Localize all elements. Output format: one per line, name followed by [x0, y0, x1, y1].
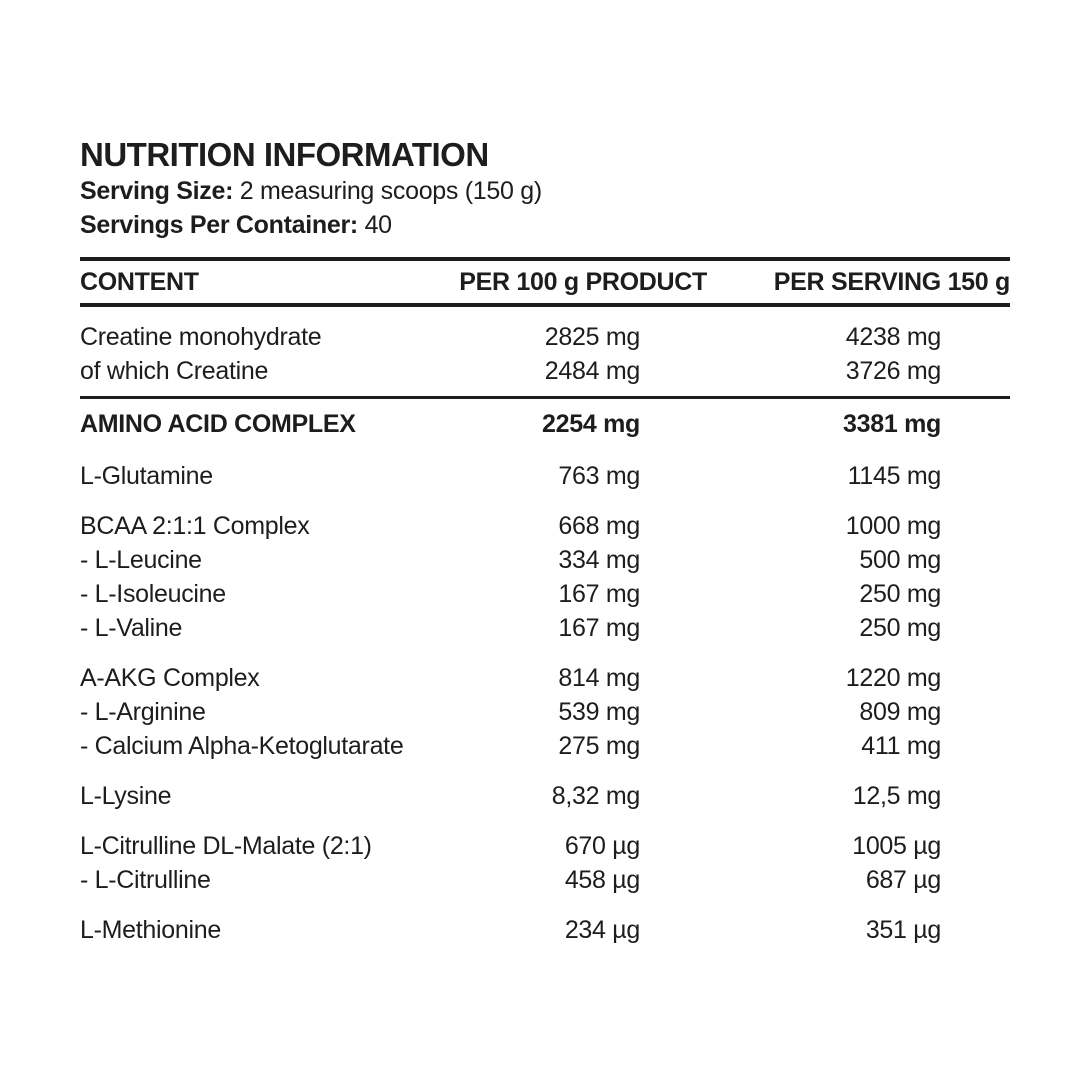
serving-size-label: Serving Size:: [80, 177, 234, 205]
table-header-row: [80, 261, 1010, 303]
row-per-serving-value: 809 mg: [859, 698, 941, 726]
table-row-group: [80, 661, 1010, 763]
row-per-100g-value: 234 µg: [564, 916, 640, 944]
row-per-100g-value: 275 mg: [558, 732, 640, 760]
table-row-group: [80, 307, 1010, 396]
row-per-100g-value: 8,32 mg: [551, 782, 640, 810]
table-row: [80, 407, 1010, 441]
column-header-per-100g: PER 100 g PRODUCT: [459, 267, 707, 296]
row-per-100g-value: 814 mg: [558, 664, 640, 692]
row-per-serving-value: 1220 mg: [845, 664, 941, 692]
row-per-serving-value: 1000 mg: [845, 512, 941, 540]
row-content-name: BCAA 2:1:1 Complex: [80, 512, 310, 540]
row-content-name: L-Citrulline DL-Malate (2:1): [80, 832, 372, 860]
table-row: [80, 729, 1010, 763]
column-header-content: CONTENT: [80, 267, 199, 296]
row-per-serving-value: 3726 mg: [845, 357, 941, 385]
row-content-name: - L-Citrulline: [80, 866, 211, 894]
row-per-100g-value: 2254 mg: [542, 410, 640, 438]
table-row: [80, 829, 1010, 863]
table-row: [80, 695, 1010, 729]
row-per-serving-value: 500 mg: [859, 546, 941, 574]
table-row-group: [80, 913, 1010, 947]
row-content-name: - Calcium Alpha-Ketoglutarate: [80, 732, 404, 760]
row-content-name: of which Creatine: [80, 357, 269, 385]
table-row: [80, 863, 1010, 897]
row-content-name: L-Methionine: [80, 916, 221, 944]
row-per-100g-value: 668 mg: [558, 512, 640, 540]
row-content-name: Creatine monohydrate: [80, 323, 322, 351]
row-per-100g-value: 2484 mg: [544, 357, 640, 385]
table-row: [80, 320, 1010, 354]
row-per-100g-value: 334 mg: [558, 546, 640, 574]
table-row: [80, 459, 1010, 493]
table-row-group: [80, 779, 1010, 813]
column-header-per-serving: PER SERVING 150 g: [773, 267, 1010, 296]
row-content-name: A-AKG Complex: [80, 664, 260, 692]
row-content-name: L-Glutamine: [80, 462, 213, 490]
table-row: [80, 779, 1010, 813]
row-per-serving-value: 1145 mg: [847, 462, 941, 490]
page-title: NUTRITION INFORMATION: [80, 136, 489, 173]
row-per-100g-value: 2825 mg: [544, 323, 640, 351]
serving-size-line: [80, 174, 1010, 208]
servings-per-container-value: 40: [364, 211, 392, 239]
servings-per-container-label: Servings Per Container:: [80, 211, 358, 239]
row-per-100g-value: 670 µg: [564, 832, 640, 860]
row-content-name: - L-Valine: [80, 614, 183, 642]
row-content-name: - L-Leucine: [80, 546, 202, 574]
table-row-group: [80, 509, 1010, 645]
row-per-100g-value: 763 mg: [558, 462, 640, 490]
table-row: [80, 661, 1010, 695]
row-per-serving-value: 250 mg: [859, 614, 941, 642]
row-content-name: - L-Arginine: [80, 698, 206, 726]
table-row: [80, 611, 1010, 645]
row-per-100g-value: 458 µg: [564, 866, 640, 894]
nutrition-table-body: [80, 307, 1010, 949]
row-content-name: AMINO ACID COMPLEX: [80, 410, 356, 438]
row-per-serving-value: 12,5 mg: [852, 782, 941, 810]
serving-size-value: 2 measuring scoops (150 g): [239, 177, 542, 205]
row-per-serving-value: 4238 mg: [845, 323, 941, 351]
servings-per-container-line: [80, 208, 1010, 242]
row-per-100g-value: 167 mg: [558, 614, 640, 642]
table-row: [80, 543, 1010, 577]
table-row-group: [80, 829, 1010, 897]
row-per-serving-value: 351 µg: [865, 916, 941, 944]
table-row: [80, 913, 1010, 947]
row-content-name: L-Lysine: [80, 782, 172, 810]
row-per-serving-value: 250 mg: [859, 580, 941, 608]
table-row: [80, 354, 1010, 388]
table-section-group: [80, 399, 1010, 443]
row-per-100g-value: 167 mg: [558, 580, 640, 608]
row-per-serving-value: 687 µg: [865, 866, 941, 894]
row-content-name: - L-Isoleucine: [80, 580, 226, 608]
table-row-group: [80, 459, 1010, 493]
row-per-serving-value: 1005 µg: [852, 832, 941, 860]
table-row: [80, 577, 1010, 611]
nutrition-panel: [80, 136, 1010, 949]
table-row: [80, 509, 1010, 543]
row-per-serving-value: 411 mg: [861, 732, 941, 760]
row-per-100g-value: 539 mg: [558, 698, 640, 726]
row-per-serving-value: 3381 mg: [843, 410, 941, 438]
